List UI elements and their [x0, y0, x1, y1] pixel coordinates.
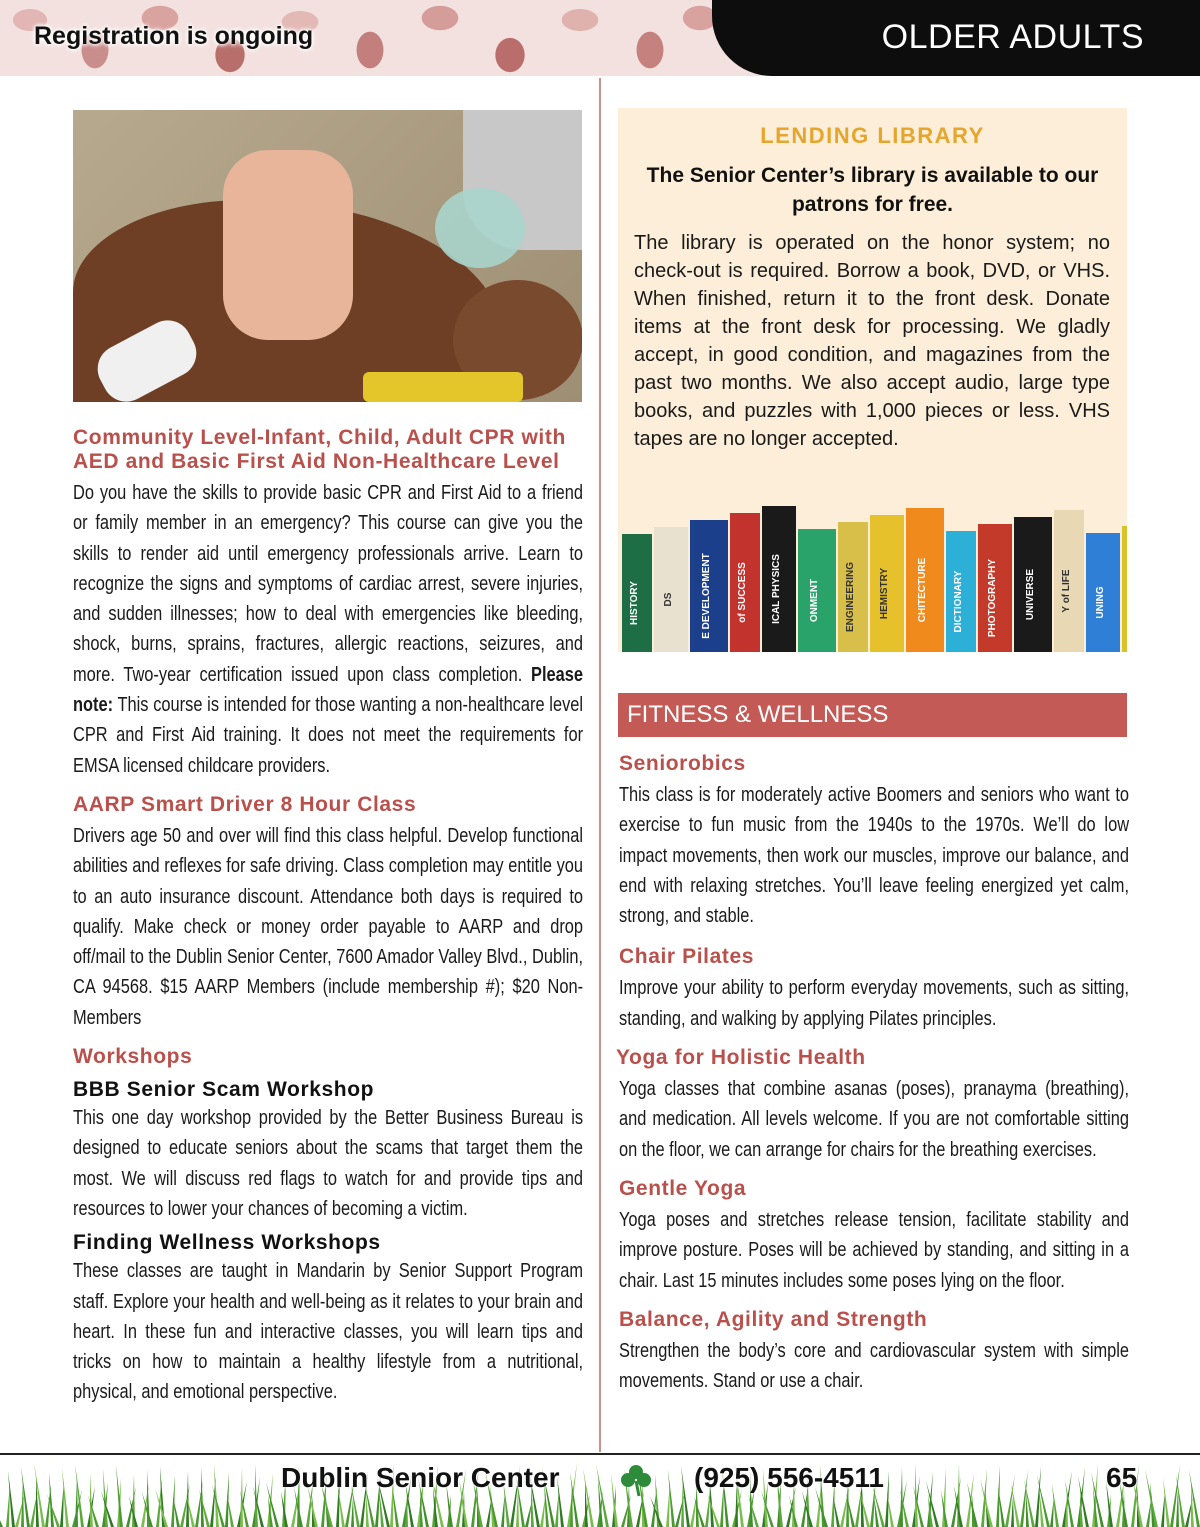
grass-blade [34, 1463, 45, 1527]
class-title: Balance, Agility and Strength [619, 1307, 928, 1331]
bbb-workshop-title: BBB Senior Scam Workshop [73, 1078, 375, 1102]
book-spine [654, 527, 688, 652]
footer-center-name: Dublin Senior Center [281, 1462, 560, 1493]
lending-library-box [618, 108, 1127, 652]
class-title: Gentle Yoga [619, 1176, 747, 1200]
class-chair-pilates [619, 945, 1131, 1034]
aarp-course-description: Drivers age 50 and over will find this class helpful. Develop functional abilities and reflexes for safe driving. Class completion may entitle you to an auto insurance discount. Attendance both days is required to qualify. Make check or money order payable to AARP and drop off/mail to the Dublin Senior Center, 7600 Amador Valley Blvd., Dublin, CA 94568. $15 AARP Members (include membership #); $20 Non-Members [73, 824, 584, 1029]
class-description: Yoga classes that combine asanas (poses), pranayma (breathing), and medication. All levels welcome. If you are not comfortable sitting on the floor, we can arrange for chairs for the breathing exercises. [619, 1078, 1130, 1161]
class-description: Strengthen the body’s core and cardiovascular system with simple movements. Stand or use a chair. [619, 1339, 1130, 1393]
book-spine [1122, 526, 1127, 652]
grass-blade [1161, 1491, 1165, 1527]
book-spine-label: of SUCCESS [737, 562, 748, 623]
class-description: Improve your ability to perform everyday movements, such as sitting, standing, and walking by applying Pilates principles. [619, 977, 1130, 1030]
grass-blade [0, 1497, 3, 1527]
column-divider [599, 78, 601, 1452]
book-spine-label: Y of LIFE [1061, 569, 1072, 613]
book-spine-label: CHITECTURE [917, 557, 928, 623]
registration-notice: Registration is ongoing [34, 22, 314, 50]
class-yoga-holistic [616, 1046, 1131, 1165]
bookshelf-illustration [618, 497, 1127, 652]
cpr-course-title: Community Level-Infant, Child, Adult CPR with AED and Basic First Aid Non-Healthcare Level [73, 426, 566, 473]
class-seniorobics [619, 752, 1131, 931]
fitness-section-bar [618, 693, 1127, 737]
book-spine-label: UNING [1095, 586, 1106, 619]
workshops-title: Workshops [73, 1045, 193, 1069]
cpr-note-text: This course is intended for those wanting a non-healthcare level CPR and First Aid training. It does not meet the requirements for EMSA licensed childcare providers. [73, 694, 584, 777]
grass-blade [885, 1471, 889, 1527]
workshops-section [73, 1045, 585, 1408]
book-spine-label: ICAL PHYSICS [771, 554, 782, 624]
book-spine-label: HISTORY [629, 581, 640, 625]
book-spine-label: UNIVERSE [1025, 568, 1036, 621]
library-title: LENDING LIBRARY [760, 123, 985, 148]
grass-blade [116, 1465, 123, 1527]
book-spine-label: E DEVELOPMENT [701, 553, 712, 639]
grass-blade [201, 1467, 204, 1527]
grass-blade [1189, 1470, 1200, 1527]
grass-blade [555, 1489, 559, 1527]
grass-blade [501, 1492, 505, 1527]
book-spine-label: DICTIONARY [953, 570, 964, 633]
book-spine-label: ENGINEERING [845, 561, 856, 633]
book-spine-label: HEMISTRY [879, 567, 890, 620]
wellness-workshop-title: Finding Wellness Workshops [73, 1231, 381, 1255]
class-balance-agility [619, 1308, 1131, 1397]
cpr-body: Do you have the skills to provide basic CPR and First Aid to a friend or family member in an emergency? This course can give you the skills to render aid until emergency professionals arrive. Learn to recognize the signs and symptoms of cardiac arrest, severe injuries, and sudden illnesses; how to deal with emergencies like bleeding, shock, burns, sprains, fractures, allergic reactions, seizures, and more. Two-year certification issued upon class completion. [73, 482, 584, 686]
aarp-course-title: AARP Smart Driver 8 Hour Class [73, 792, 417, 816]
grass-blade [1024, 1479, 1035, 1527]
library-description: The library is operated on the honor system; no check-out is required. Borrow a book, DVD, or VHS. When finished, return it to the front desk. Donate items at the front desk for processing. We gladly accept, in good condition, and magazines from the past two months. We also accept audio, large type books, and puzzles with 1,000 pieces or less. VHS tapes are no longer accepted. [634, 232, 1110, 450]
grass-illustration [0, 1462, 1200, 1527]
section-tab-label: OLDER ADULTS [881, 18, 1144, 56]
cpr-training-photo [73, 110, 582, 402]
book-spine-label: ONMENT [809, 578, 820, 623]
aarp-course [73, 793, 585, 1033]
cpr-course-description [73, 478, 583, 781]
footer-phone: (925) 556-4511 [694, 1462, 884, 1493]
grass-blade [596, 1464, 609, 1527]
library-lead: The Senior Center’s library is available to our patrons for free. [646, 164, 1099, 216]
cpr-course [73, 426, 585, 781]
class-gentle-yoga [619, 1177, 1131, 1296]
cpr-note-label: Please note: [73, 663, 584, 717]
grass-blade [1035, 1466, 1041, 1527]
class-description: This class is for moderately active Boomers and seniors who want to exercise to fun music from the 1940s to the 1970s. We’ll do low impact movements, then work our muscles, improve our balance, and end with relaxing stretches. You’ll leave feeling energized yet calm, strong, and stable. [619, 784, 1130, 928]
grass-blade [1050, 1497, 1054, 1527]
grass-blade [981, 1469, 987, 1527]
fitness-classes [616, 752, 1131, 1396]
grass-blade [171, 1475, 175, 1527]
class-title: Chair Pilates [619, 945, 755, 969]
class-description: Yoga poses and stretches release tension, facilitate stability and improve posture. Poses will be achieved by standing, and sitting in a chair. Last 15 minutes includes some poses lying on the floor. [619, 1208, 1130, 1292]
footer-rule [0, 1453, 1200, 1455]
shamrock-icon [619, 1463, 653, 1504]
wellness-workshop-description: These classes are taught in Mandarin by Senior Support Program staff. Explore your health and well-being as it relates to your brain and heart. In these fun and interactive classes, you will learn tips and tricks on how to maintain a healthy lifestyle from a nutritional, physical, and emotional perspective. [73, 1260, 584, 1404]
fitness-section-title: FITNESS & WELLNESS [627, 701, 889, 728]
left-column [73, 110, 585, 1408]
class-title: Seniorobics [619, 752, 746, 775]
grass-blade [1145, 1469, 1158, 1527]
book-spine-label: DS [663, 592, 674, 607]
grass-blade [611, 1473, 618, 1527]
book-spine-label: PHOTOGRAPHY [987, 558, 998, 638]
grass-blade [225, 1472, 229, 1527]
bbb-workshop-description: This one day workshop provided by the Better Business Bureau is designed to educate seniors about the scams that target them the most. We will discuss red flags to watch for and provide tips and resources to lower your chances of becoming a victim. [73, 1107, 584, 1220]
section-tab [712, 0, 1200, 76]
class-title: Yoga for Holistic Health [616, 1046, 866, 1070]
page-number: 65 [1106, 1462, 1138, 1493]
